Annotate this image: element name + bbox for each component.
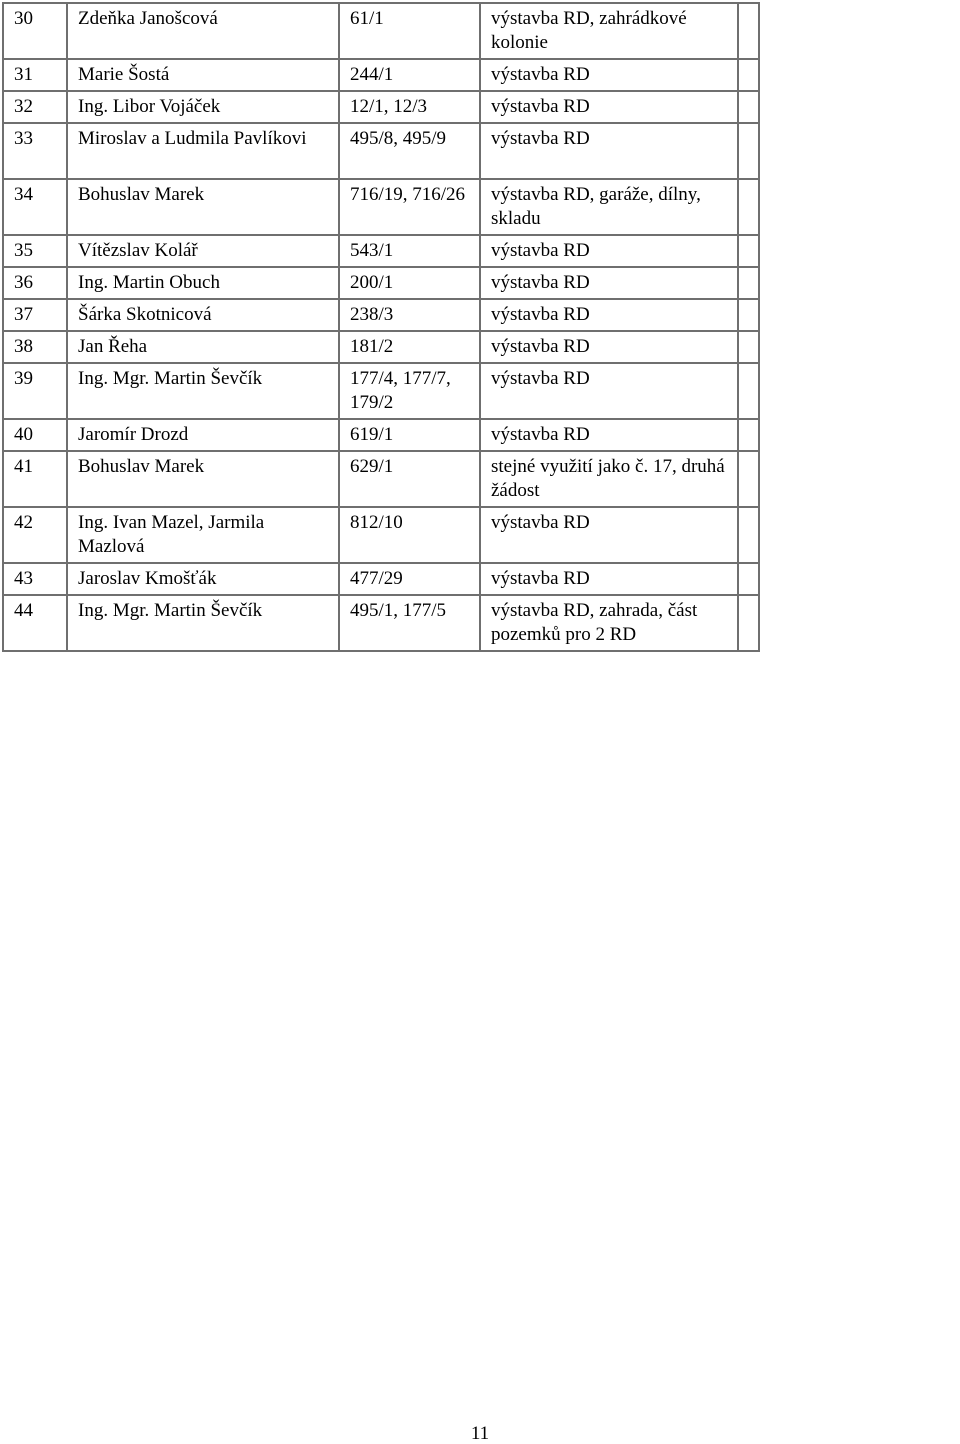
table-row <box>3 331 759 363</box>
table-row <box>3 59 759 91</box>
plot-number: 495/1, 177/5 <box>339 595 480 651</box>
land-use-purpose: výstavba RD <box>480 363 738 419</box>
table-row <box>3 419 759 451</box>
plot-number: 244/1 <box>339 59 480 91</box>
row-number: 37 <box>3 299 67 331</box>
empty-cell <box>738 331 759 363</box>
land-use-purpose: výstavba RD <box>480 419 738 451</box>
land-use-purpose: výstavba RD <box>480 299 738 331</box>
land-use-purpose: výstavba RD, zahrada, část pozemků pro 2 RD <box>480 595 738 651</box>
applicant-name: Ing. Libor Vojáček <box>67 91 339 123</box>
table-row <box>3 179 759 235</box>
empty-cell <box>738 363 759 419</box>
land-use-purpose: výstavba RD <box>480 235 738 267</box>
applications-table-body <box>3 3 759 651</box>
table-row <box>3 595 759 651</box>
land-use-purpose: výstavba RD <box>480 331 738 363</box>
empty-cell <box>738 3 759 59</box>
empty-cell <box>738 123 759 179</box>
land-use-purpose: výstavba RD <box>480 59 738 91</box>
empty-cell <box>738 419 759 451</box>
applicant-name: Jan Řeha <box>67 331 339 363</box>
land-use-purpose: výstavba RD <box>480 267 738 299</box>
plot-number: 238/3 <box>339 299 480 331</box>
land-use-purpose: stejné využití jako č. 17, druhá žádost <box>480 451 738 507</box>
table-row <box>3 3 759 59</box>
empty-cell <box>738 179 759 235</box>
plot-number: 543/1 <box>339 235 480 267</box>
land-use-purpose: výstavba RD <box>480 91 738 123</box>
applicant-name: Vítězslav Kolář <box>67 235 339 267</box>
applicant-name: Jaroslav Kmošťák <box>67 563 339 595</box>
applicant-name: Marie Šostá <box>67 59 339 91</box>
plot-number: 61/1 <box>339 3 480 59</box>
land-use-purpose: výstavba RD, garáže, dílny, skladu <box>480 179 738 235</box>
applications-table <box>2 2 760 652</box>
table-row <box>3 507 759 563</box>
row-number: 44 <box>3 595 67 651</box>
land-use-purpose: výstavba RD <box>480 123 738 179</box>
table-row <box>3 123 759 179</box>
table-row <box>3 91 759 123</box>
applicant-name: Šárka Skotnicová <box>67 299 339 331</box>
plot-number: 200/1 <box>339 267 480 299</box>
empty-cell <box>738 563 759 595</box>
applicant-name: Ing. Ivan Mazel, Jarmila Mazlová <box>67 507 339 563</box>
applicant-name: Jaromír Drozd <box>67 419 339 451</box>
plot-number: 812/10 <box>339 507 480 563</box>
table-row <box>3 363 759 419</box>
row-number: 43 <box>3 563 67 595</box>
row-number: 34 <box>3 179 67 235</box>
empty-cell <box>738 299 759 331</box>
row-number: 42 <box>3 507 67 563</box>
empty-cell <box>738 451 759 507</box>
table-row <box>3 563 759 595</box>
applicant-name: Bohuslav Marek <box>67 451 339 507</box>
empty-cell <box>738 595 759 651</box>
land-use-purpose: výstavba RD <box>480 563 738 595</box>
row-number: 30 <box>3 3 67 59</box>
plot-number: 629/1 <box>339 451 480 507</box>
empty-cell <box>738 59 759 91</box>
empty-cell <box>738 507 759 563</box>
row-number: 33 <box>3 123 67 179</box>
row-number: 40 <box>3 419 67 451</box>
plot-number: 495/8, 495/9 <box>339 123 480 179</box>
land-use-purpose: výstavba RD, zahrádkové kolonie <box>480 3 738 59</box>
row-number: 36 <box>3 267 67 299</box>
plot-number: 12/1, 12/3 <box>339 91 480 123</box>
applicant-name: Ing. Mgr. Martin Ševčík <box>67 595 339 651</box>
applicant-name: Miroslav a Ludmila Pavlíkovi <box>67 123 339 179</box>
applicant-name: Zdeňka Janošcová <box>67 3 339 59</box>
page-number: 11 <box>470 1423 490 1444</box>
row-number: 39 <box>3 363 67 419</box>
applicant-name: Ing. Mgr. Martin Ševčík <box>67 363 339 419</box>
empty-cell <box>738 267 759 299</box>
applicant-name: Ing. Martin Obuch <box>67 267 339 299</box>
empty-cell <box>738 235 759 267</box>
plot-number: 177/4, 177/7, 179/2 <box>339 363 480 419</box>
table-row <box>3 451 759 507</box>
applicant-name: Bohuslav Marek <box>67 179 339 235</box>
row-number: 41 <box>3 451 67 507</box>
row-number: 38 <box>3 331 67 363</box>
plot-number: 619/1 <box>339 419 480 451</box>
empty-cell <box>738 91 759 123</box>
plot-number: 477/29 <box>339 563 480 595</box>
row-number: 31 <box>3 59 67 91</box>
table-row <box>3 267 759 299</box>
table-row <box>3 235 759 267</box>
plot-number: 716/19, 716/26 <box>339 179 480 235</box>
row-number: 35 <box>3 235 67 267</box>
plot-number: 181/2 <box>339 331 480 363</box>
row-number: 32 <box>3 91 67 123</box>
table-row <box>3 299 759 331</box>
land-use-purpose: výstavba RD <box>480 507 738 563</box>
